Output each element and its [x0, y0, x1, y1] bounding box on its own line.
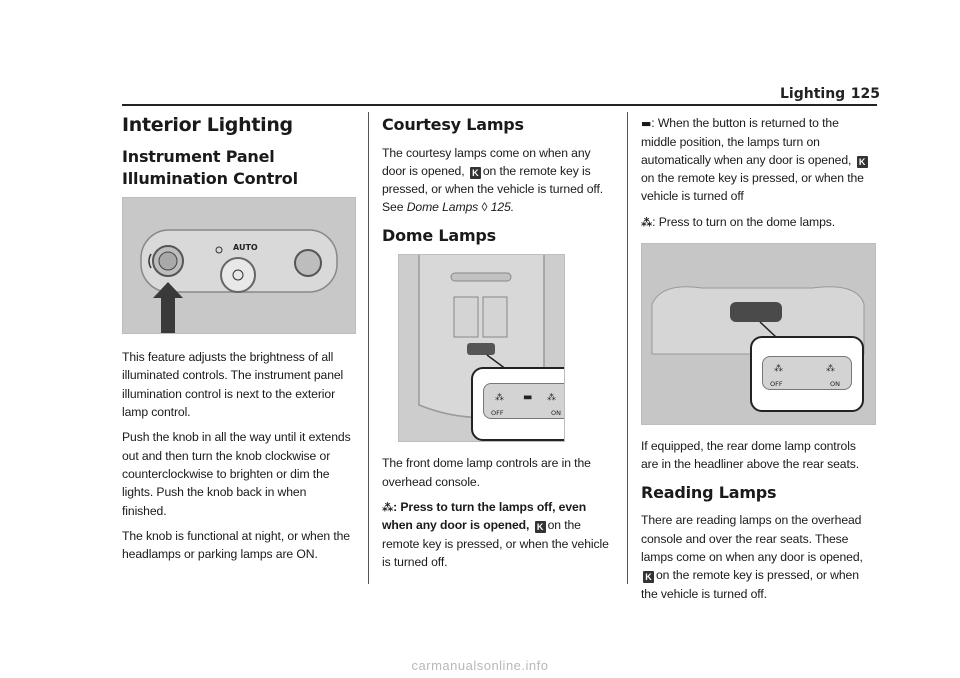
column-2: [382, 110, 614, 578]
section-heading: Interior Lighting: [122, 114, 293, 136]
door-text-cont: on the remote key is pressed, or when the vehicle is turned off: [641, 171, 864, 204]
column-3: [641, 110, 876, 610]
watermark: carmanualsonline.info: [411, 658, 549, 673]
instrument-panel-figure: [122, 197, 356, 334]
header-rule: [122, 104, 877, 106]
rear-dome-switch: [730, 302, 782, 322]
page-reference: 125.: [490, 200, 515, 215]
instrument-panel-illustration: [123, 198, 355, 333]
door-lamp-icon: ▬: [523, 392, 533, 404]
running-header: [780, 86, 880, 102]
on-label: ON: [830, 380, 840, 389]
reference-arrow-icon: ◊: [481, 200, 488, 215]
on-lamp-icon: ⁂: [547, 393, 556, 404]
door-description: [641, 114, 876, 206]
reading-text: There are reading lamps on the overhead console and over the rear seats. These lamps come on when any door is opened,: [641, 513, 863, 564]
door-text: : When the button is returned to the middle position, the lamps turn on automatically when any door is opened,: [641, 116, 852, 167]
subsection-heading: Reading Lamps: [641, 482, 777, 502]
front-dome-lamp-figure: [398, 254, 565, 442]
body-paragraph: The knob is functional at night, or when the headlamps or parking lamps are ON.: [122, 528, 350, 562]
fog-lamp-button: [295, 250, 321, 276]
remote-key-icon: K: [857, 156, 868, 168]
off-text: : Press to turn the lamps off, even when any door is opened,: [382, 499, 587, 533]
column-divider: [627, 112, 628, 584]
off-lamp-icon: ⁂: [495, 393, 504, 404]
off-label: OFF: [770, 380, 783, 389]
body-paragraph: This feature adjusts the brightness of all illuminated controls. The instrument panel illumination control is next to the exterior lamp control.: [122, 350, 344, 420]
body-paragraph: If equipped, the rear dome lamp controls are in the headliner above the rear seats.: [641, 439, 860, 472]
reading-text-cont: on the remote key is pressed, or when the vehicle is turned off.: [641, 568, 859, 601]
rear-dome-lamp-figure: [641, 243, 876, 425]
off-lamp-icon: ⁂: [774, 364, 783, 375]
subsection-heading: Courtesy Lamps: [382, 115, 524, 134]
remote-key-icon: K: [470, 167, 481, 179]
remote-key-icon: K: [643, 571, 654, 583]
off-label: OFF: [491, 409, 504, 418]
off-lamp-icon: ⁂: [382, 500, 394, 514]
off-description: [382, 498, 614, 571]
door-lamp-icon: ▬: [641, 117, 652, 130]
section-title: Lighting: [780, 86, 846, 102]
courtesy-text-cont: on the remote key is pressed, or when the vehicle is turned off. See: [382, 163, 604, 215]
auto-label: AUTO: [233, 243, 258, 253]
on-text: : Press to turn on the dome lamps.: [652, 214, 836, 229]
dome-switch: [467, 343, 495, 355]
body-paragraph: [382, 144, 614, 217]
subsection-heading: Dome Lamps: [382, 225, 497, 245]
on-description: [641, 213, 876, 232]
body-paragraph: The front dome lamp controls are in the overhead console.: [382, 456, 591, 489]
on-label: ON: [551, 409, 561, 418]
courtesy-text: The courtesy lamps come on when any door is opened,: [382, 145, 591, 178]
rear-switch-callout: [750, 336, 864, 412]
column-divider: [368, 112, 369, 584]
on-lamp-icon: ⁂: [826, 364, 835, 375]
off-text-cont: on the remote key is pressed, or when the vehicle is turned off.: [382, 518, 609, 570]
body-paragraph: Push the knob in all the way until it extends out and then turn the knob clockwise or counterclockwise to brighten or dim the lights. Push the knob back in when finished.: [122, 430, 351, 518]
reading-description: [641, 511, 876, 602]
page-number: 125: [850, 86, 880, 102]
cross-reference-link[interactable]: Dome Lamps: [406, 200, 479, 215]
column-1: [122, 110, 354, 570]
dome-switch-callout: [471, 367, 565, 441]
exterior-lamp-knob: [221, 258, 255, 292]
remote-key-icon: K: [535, 521, 546, 533]
subsection-heading: Instrument Panel Illumination Control: [122, 147, 298, 188]
on-lamp-icon: ⁂: [641, 215, 653, 229]
